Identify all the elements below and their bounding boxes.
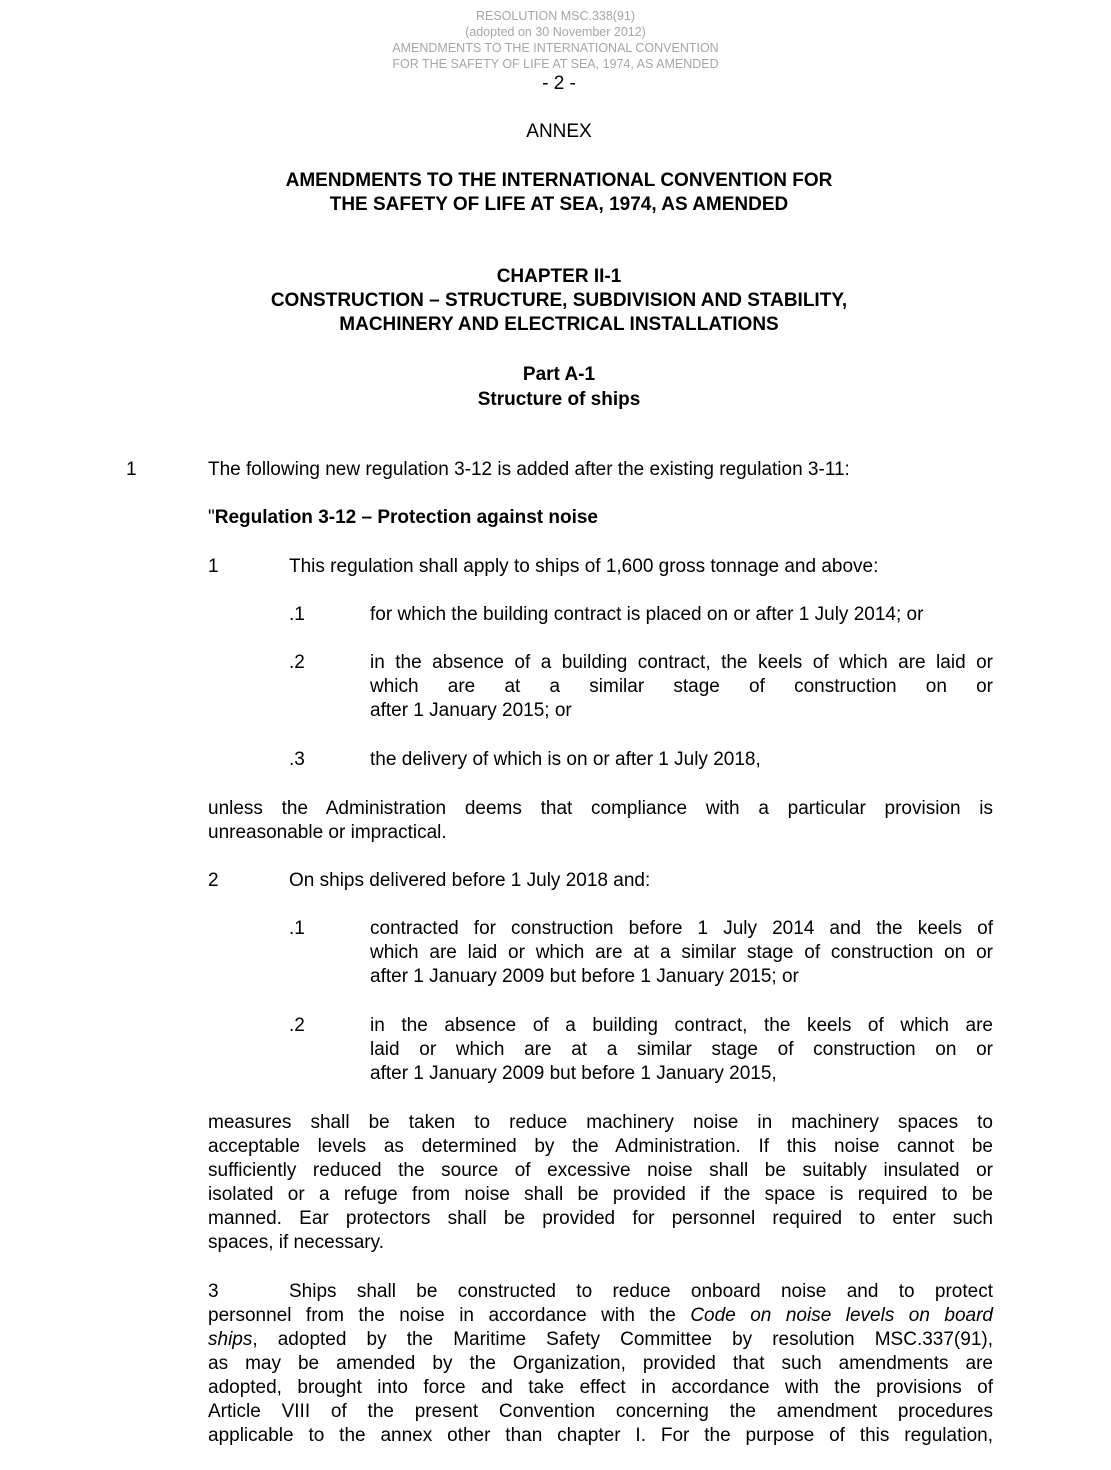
subparagraph-text bbox=[370, 651, 993, 723]
page-number: - 2 - bbox=[542, 73, 576, 94]
subparagraph-number: .2 bbox=[289, 1015, 305, 1036]
chapter-number: CHAPTER II-1 bbox=[496, 266, 622, 287]
text-line: which are at a similar stage of construction on or bbox=[370, 676, 993, 697]
title-line: AMENDMENTS TO THE INTERNATIONAL CONVENTION FOR bbox=[285, 170, 833, 191]
text-line: acceptable levels as determined by the Administration. If this noise cannot be bbox=[208, 1136, 993, 1157]
resolution-header bbox=[0, 8, 1111, 72]
text-line: applicable to the annex other than chapter I. For the purpose of this regulation, bbox=[208, 1425, 993, 1446]
text-line: sufficiently reduced the source of excessive noise shall be suitably insulated or bbox=[208, 1160, 993, 1181]
text-line: after 1 January 2009 but before 1 January 2015; or bbox=[370, 966, 799, 987]
text-line: after 1 January 2015; or bbox=[370, 700, 572, 721]
text-line bbox=[208, 1304, 993, 1328]
chapter-heading bbox=[0, 265, 1111, 337]
text-line: Ships shall be constructed to reduce onboard noise and to protect bbox=[289, 1281, 993, 1302]
paragraph-text: This regulation shall apply to ships of 1,600 gross tonnage and above: bbox=[289, 556, 879, 577]
subparagraph-number: .1 bbox=[289, 604, 305, 625]
item-number: 1 bbox=[126, 459, 137, 480]
text-line: which are laid or which are at a similar stage of construction on or bbox=[370, 942, 993, 963]
text-run: personnel from the noise in accordance with the bbox=[208, 1305, 691, 1326]
annex-label: ANNEX bbox=[526, 121, 592, 142]
text-line: as may be amended by the Organization, provided that such amendments are bbox=[208, 1353, 993, 1374]
header-line: FOR THE SAFETY OF LIFE AT SEA, 1974, AS AMENDED bbox=[392, 57, 719, 71]
text-line: Article VIII of the present Convention concerning the amendment procedures bbox=[208, 1401, 993, 1422]
text-line: manned. Ear protectors shall be provided for personnel required to enter such bbox=[208, 1208, 993, 1229]
paragraph-text bbox=[208, 1280, 993, 1448]
subparagraph-text bbox=[370, 1014, 993, 1086]
title-line: THE SAFETY OF LIFE AT SEA, 1974, AS AMENDED bbox=[329, 194, 789, 215]
text-line: measures shall be taken to reduce machinery noise in machinery spaces to bbox=[208, 1112, 993, 1133]
subparagraph-text: for which the building contract is placed on or after 1 July 2014; or bbox=[370, 604, 924, 625]
text-line: contracted for construction before 1 July 2014 and the keels of bbox=[370, 918, 993, 939]
text-run: , adopted by the Maritime Safety Committee by resolution MSC.337(91), bbox=[252, 1329, 993, 1350]
header-line: RESOLUTION MSC.338(91) bbox=[475, 9, 636, 23]
regulation-title-text: Regulation 3-12 – Protection against noise bbox=[214, 507, 598, 528]
subparagraph-number: .2 bbox=[289, 652, 305, 673]
paragraph-number: 2 bbox=[208, 870, 219, 891]
text-line: spaces, if necessary. bbox=[208, 1232, 385, 1253]
subparagraph-text: the delivery of which is on or after 1 July 2018, bbox=[370, 749, 761, 770]
paragraph-text: On ships delivered before 1 July 2018 and: bbox=[289, 870, 651, 891]
part-heading bbox=[0, 362, 1111, 412]
paragraph-number: 1 bbox=[208, 556, 219, 577]
text-line: in the absence of a building contract, the keels of which are laid or bbox=[370, 652, 993, 673]
text-line: after 1 January 2009 but before 1 January 2015, bbox=[370, 1063, 777, 1084]
text-line: adopted, brought into force and take effect in accordance with the provisions of bbox=[208, 1377, 993, 1398]
header-line: AMENDMENTS TO THE INTERNATIONAL CONVENTION bbox=[392, 41, 719, 55]
open-quote: " bbox=[208, 507, 215, 528]
subparagraph-number: .1 bbox=[289, 918, 305, 939]
text-line bbox=[208, 1328, 993, 1352]
text-line: in the absence of a building contract, the keels of which are bbox=[370, 1015, 993, 1036]
code-title-italic: Code on noise levels on board bbox=[690, 1305, 993, 1326]
part-number: Part A-1 bbox=[522, 364, 596, 385]
subparagraph-text bbox=[370, 917, 993, 989]
chapter-title-line: MACHINERY AND ELECTRICAL INSTALLATIONS bbox=[339, 314, 779, 335]
paragraph-closing bbox=[208, 1111, 993, 1255]
chapter-title-line: CONSTRUCTION – STRUCTURE, SUBDIVISION AND STABILITY, bbox=[270, 290, 848, 311]
text-line: unless the Administration deems that compliance with a particular provision is bbox=[208, 798, 993, 819]
document-title bbox=[0, 169, 1111, 217]
regulation-title bbox=[208, 506, 598, 530]
part-title: Structure of ships bbox=[477, 389, 641, 410]
paragraph-closing bbox=[208, 797, 993, 845]
header-line: (adopted on 30 November 2012) bbox=[465, 25, 646, 39]
text-line: laid or which are at a similar stage of construction on or bbox=[370, 1039, 993, 1060]
text-line: unreasonable or impractical. bbox=[208, 822, 447, 843]
item-text: The following new regulation 3-12 is added after the existing regulation 3-11: bbox=[208, 459, 850, 480]
text-line: isolated or a refuge from noise shall be provided if the space is required to be bbox=[208, 1184, 993, 1205]
code-title-italic: ships bbox=[208, 1329, 253, 1350]
subparagraph-number: .3 bbox=[289, 749, 305, 770]
paragraph-number: 3 bbox=[208, 1281, 219, 1302]
